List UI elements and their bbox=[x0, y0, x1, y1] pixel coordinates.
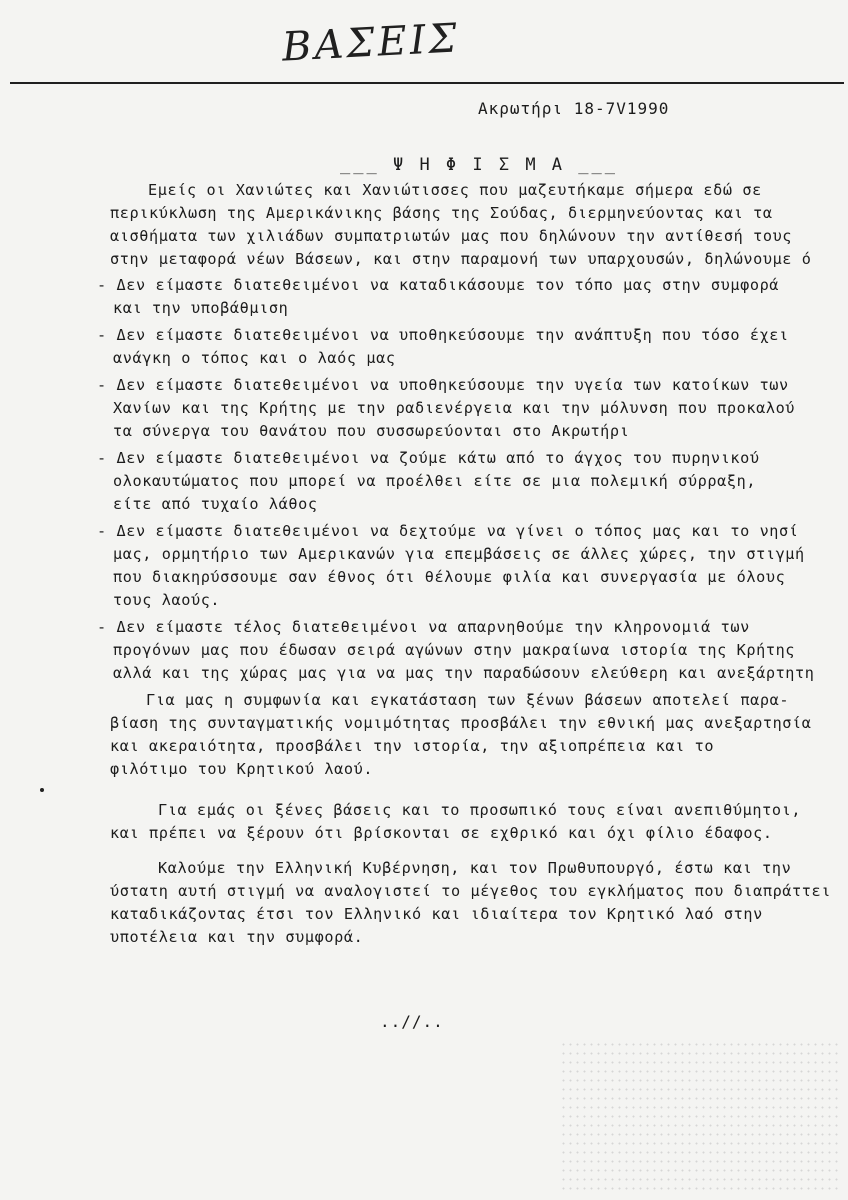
body-line: περικύκλωση της Αμερικάνικης βάσης της Σούδας, διερμηνεύοντας και τα bbox=[110, 204, 773, 222]
body-line: - Δεν είμαστε διατεθειμένοι να ζούμε κάτω από το άγχος του πυρηνικού bbox=[97, 449, 760, 467]
body-line: Για μας η συμφωνία και εγκατάσταση των ξένων βάσεων αποτελεί παρα- bbox=[146, 691, 790, 709]
header-rule bbox=[10, 82, 844, 84]
title-dashes-left: ___ bbox=[340, 155, 380, 175]
body-line: στην μεταφορά νέων Βάσεων, και στην παραμονή των υπαρχουσών, δηλώνουμε ό bbox=[110, 250, 812, 268]
body-line: Χανίων και της Κρήτης με την ραδιενέργεια και την μόλυνση που προκαλού bbox=[113, 399, 796, 417]
body-line: Για εμάς οι ξένες βάσεις και το προσωπικό τους είναι ανεπιθύμητοι, bbox=[158, 801, 802, 819]
title-dashes-right: ___ bbox=[578, 155, 618, 175]
body-line: υποτέλεια και την συμφορά. bbox=[110, 928, 364, 946]
body-line: που διακηρύσσουμε σαν έθνος ότι θέλουμε φιλία και συνεργασία με όλους bbox=[113, 568, 786, 586]
body-line: και ακεραιότητα, προσβάλει την ιστορία, την αξιοπρέπεια και το bbox=[110, 737, 715, 755]
body-line: - Δεν είμαστε διατεθειμένοι να υποθηκεύσουμε την ανάπτυξη που τόσο έχει bbox=[97, 326, 789, 344]
document-date: Ακρωτήρι 18-7V1990 bbox=[478, 99, 670, 118]
body-line: καταδικάζοντας έτσι τον Ελληνικό και ιδιαίτερα τον Κρητικό λαό στην bbox=[110, 905, 763, 923]
body-line: φιλότιμο του Κρητικού λαού. bbox=[110, 760, 374, 778]
body-line: - Δεν είμαστε διατεθειμένοι να καταδικάσουμε τον τόπο μας στην συμφορά bbox=[97, 276, 780, 294]
handwritten-note: ΒΑΣΕΙΣ bbox=[280, 15, 461, 71]
body-line: ανάγκη ο τόπος και ο λαός μας bbox=[113, 349, 396, 367]
scan-noise bbox=[560, 1040, 840, 1190]
body-line: βίαση της συνταγματικής νομιμότητας προσβάλει την εθνική μας ανεξαρτησία bbox=[110, 714, 812, 732]
title-text: Ψ Η Φ Ι Σ Μ Α bbox=[392, 155, 566, 175]
body-line: Εμείς οι Χανιώτες και Χανιώτισσες που μαζευτήκαμε σήμερα εδώ σε bbox=[148, 181, 762, 199]
body-line: και την υποβάθμιση bbox=[113, 299, 289, 317]
body-line: Καλούμε την Ελληνική Κυβέρνηση, και τον Πρωθυπουργό, έστω και την bbox=[158, 859, 792, 877]
body-line: αλλά και της χώρας μας για να μας την παραδώσουν ελεύθερη και ανεξάρτητη bbox=[113, 664, 815, 682]
body-line: μας, ορμητήριο των Αμερικανών για επεμβάσεις σε άλλες χώρες, την στιγμή bbox=[113, 545, 805, 563]
body-line: - Δεν είμαστε τέλος διατεθειμένοι να απαρνηθούμε την κληρονομιά των bbox=[97, 618, 750, 636]
body-line: προγόνων μας που έδωσαν σειρά αγώνων στην μακραίωνα ιστορία της Κρήτης bbox=[113, 641, 796, 659]
continuation-mark: ..//.. bbox=[380, 1012, 444, 1031]
body-line: αισθήματα των χιλιάδων συμπατριωτών μας που δηλώνουν την αντίθεσή τους bbox=[110, 227, 793, 245]
body-line: είτε από τυχαίο λάθος bbox=[113, 495, 318, 513]
body-line: τα σύνεργα του θανάτου που συσσωρεύονται στο Ακρωτήρι bbox=[113, 422, 630, 440]
body-line: ολοκαυτώματος που μπορεί να προέλθει είτε σε μια πολεμική σύρραξη, bbox=[113, 472, 757, 490]
body-line: τους λαούς. bbox=[113, 591, 221, 609]
body-line: - Δεν είμαστε διατεθειμένοι να υποθηκεύσουμε την υγεία των κατοίκων των bbox=[97, 376, 789, 394]
body-line: ύστατη αυτή στιγμή να αναλογιστεί το μέγεθος του εγκλήματος που διαπράττει bbox=[110, 882, 832, 900]
body-line: - Δεν είμαστε διατεθειμένοι να δεχτούμε να γίνει ο τόπος μας και το νησί bbox=[97, 522, 799, 540]
scan-speck bbox=[40, 788, 44, 792]
body-line: και πρέπει να ξέρουν ότι βρίσκονται σε εχθρικό και όχι φίλιο έδαφος. bbox=[110, 824, 773, 842]
document-title bbox=[340, 155, 618, 175]
